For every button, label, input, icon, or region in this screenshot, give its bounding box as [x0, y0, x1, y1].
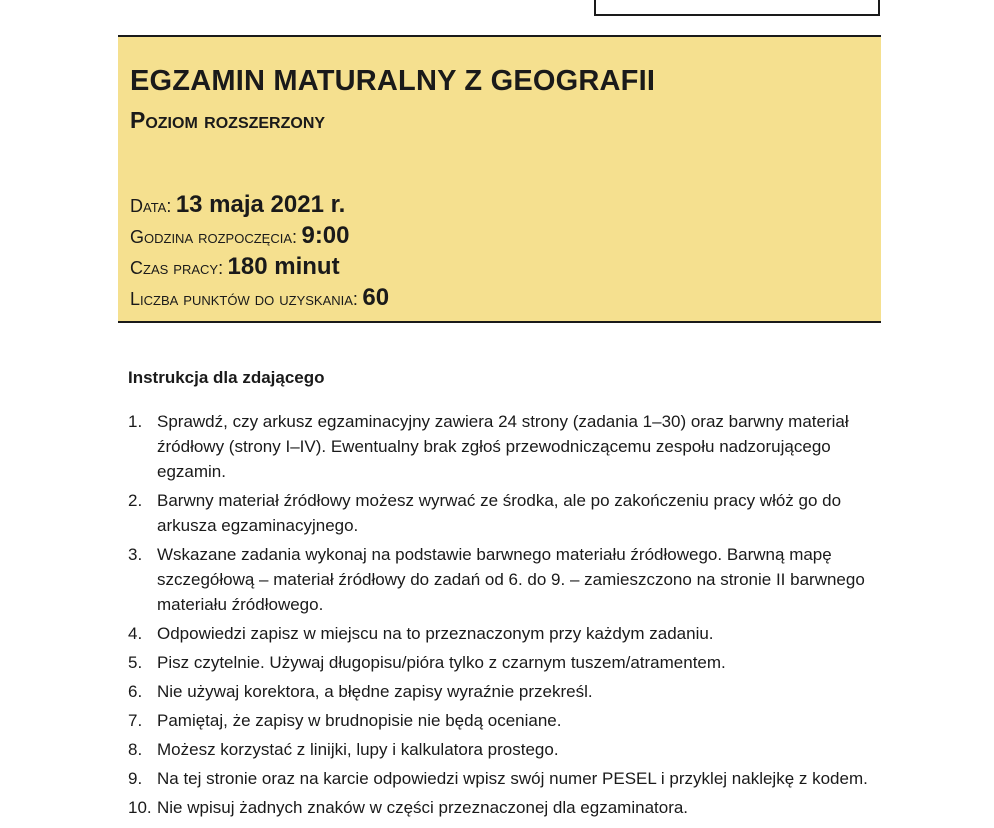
instruction-text: Możesz korzystać z linijki, lupy i kalkulatora prostego. — [157, 740, 559, 759]
instruction-text: Pamiętaj, że zapisy w brudnopisie nie będą oceniane. — [157, 711, 562, 730]
instruction-text: Pisz czytelnie. Używaj długopisu/pióra tylko z czarnym tuszem/atramentem. — [157, 653, 726, 672]
instruction-text: Odpowiedzi zapisz w miejscu na to przeznaczonym przy każdym zadaniu. — [157, 624, 714, 643]
instruction-text: Barwny materiał źródłowy możesz wyrwać ze środka, ale po zakończeniu pracy włóż go do arkusza egzaminacyjnego. — [157, 491, 842, 535]
instruction-text: Sprawdź, czy arkusz egzaminacyjny zawiera 24 strony (zadania 1–30) oraz barwny materiał źródłowy (strony I–IV). Ewentualny brak zgłoś przewodniczącemu zespołu nadzorującego egzamin. — [157, 412, 849, 481]
info-label: Data: — [130, 196, 172, 216]
instruction-item — [128, 650, 868, 675]
instruction-number: 2. — [128, 491, 143, 510]
instruction-text: Na tej stronie oraz na karcie odpowiedzi wpisz swój numer PESEL i przyklej naklejkę z kodem. — [157, 769, 868, 788]
instruction-number: 1. — [128, 412, 143, 431]
exam-level: Poziom rozszerzony — [130, 107, 326, 133]
instruction-number: 5. — [128, 653, 143, 672]
info-start-time — [130, 222, 350, 250]
instruction-number: 9. — [128, 769, 143, 788]
info-label: Liczba punktów do uzyskania: — [130, 289, 358, 309]
info-value: 60 — [362, 284, 390, 311]
info-value: 9:00 — [301, 222, 350, 249]
exam-title: EGZAMIN MATURALNY Z GEOGRAFII — [130, 65, 656, 97]
instruction-item — [128, 766, 868, 791]
instruction-number: 8. — [128, 740, 143, 759]
exam-header-banner — [118, 35, 881, 323]
instruction-text: Nie wpisuj żadnych znaków w części przeznaczonej dla egzaminatora. — [157, 798, 689, 817]
instruction-text: Wskazane zadania wykonaj na podstawie barwnego materiału źródłowego. Barwną mapę szczegółową – materiał źródłowy do zadań od 6. do 9. – zamieszczono na stronie II barwnego materiału źródłowego. — [157, 545, 865, 614]
instruction-item — [128, 409, 868, 484]
pesel-box — [594, 0, 880, 16]
instructions-list — [128, 409, 868, 824]
info-value: 13 maja 2021 r. — [175, 191, 346, 218]
instruction-number: 4. — [128, 624, 143, 643]
instruction-number: 10. — [128, 798, 152, 817]
instruction-item — [128, 795, 868, 820]
instruction-item — [128, 708, 868, 733]
info-value: 180 minut — [227, 253, 340, 280]
instruction-item — [128, 679, 868, 704]
info-label: Czas pracy: — [130, 258, 224, 278]
instruction-item — [128, 737, 868, 762]
instruction-number: 6. — [128, 682, 143, 701]
info-points — [130, 284, 389, 312]
info-label: Godzina rozpoczęcia: — [130, 227, 298, 247]
instruction-text: Nie używaj korektora, a błędne zapisy wyraźnie przekreśl. — [157, 682, 593, 701]
info-duration — [130, 253, 340, 281]
instruction-item — [128, 542, 868, 617]
instructions-heading: Instrukcja dla zdającego — [128, 368, 325, 387]
instruction-number: 3. — [128, 545, 143, 564]
instruction-item — [128, 621, 868, 646]
instruction-number: 7. — [128, 711, 143, 730]
instruction-item — [128, 488, 868, 538]
info-date — [130, 191, 345, 219]
